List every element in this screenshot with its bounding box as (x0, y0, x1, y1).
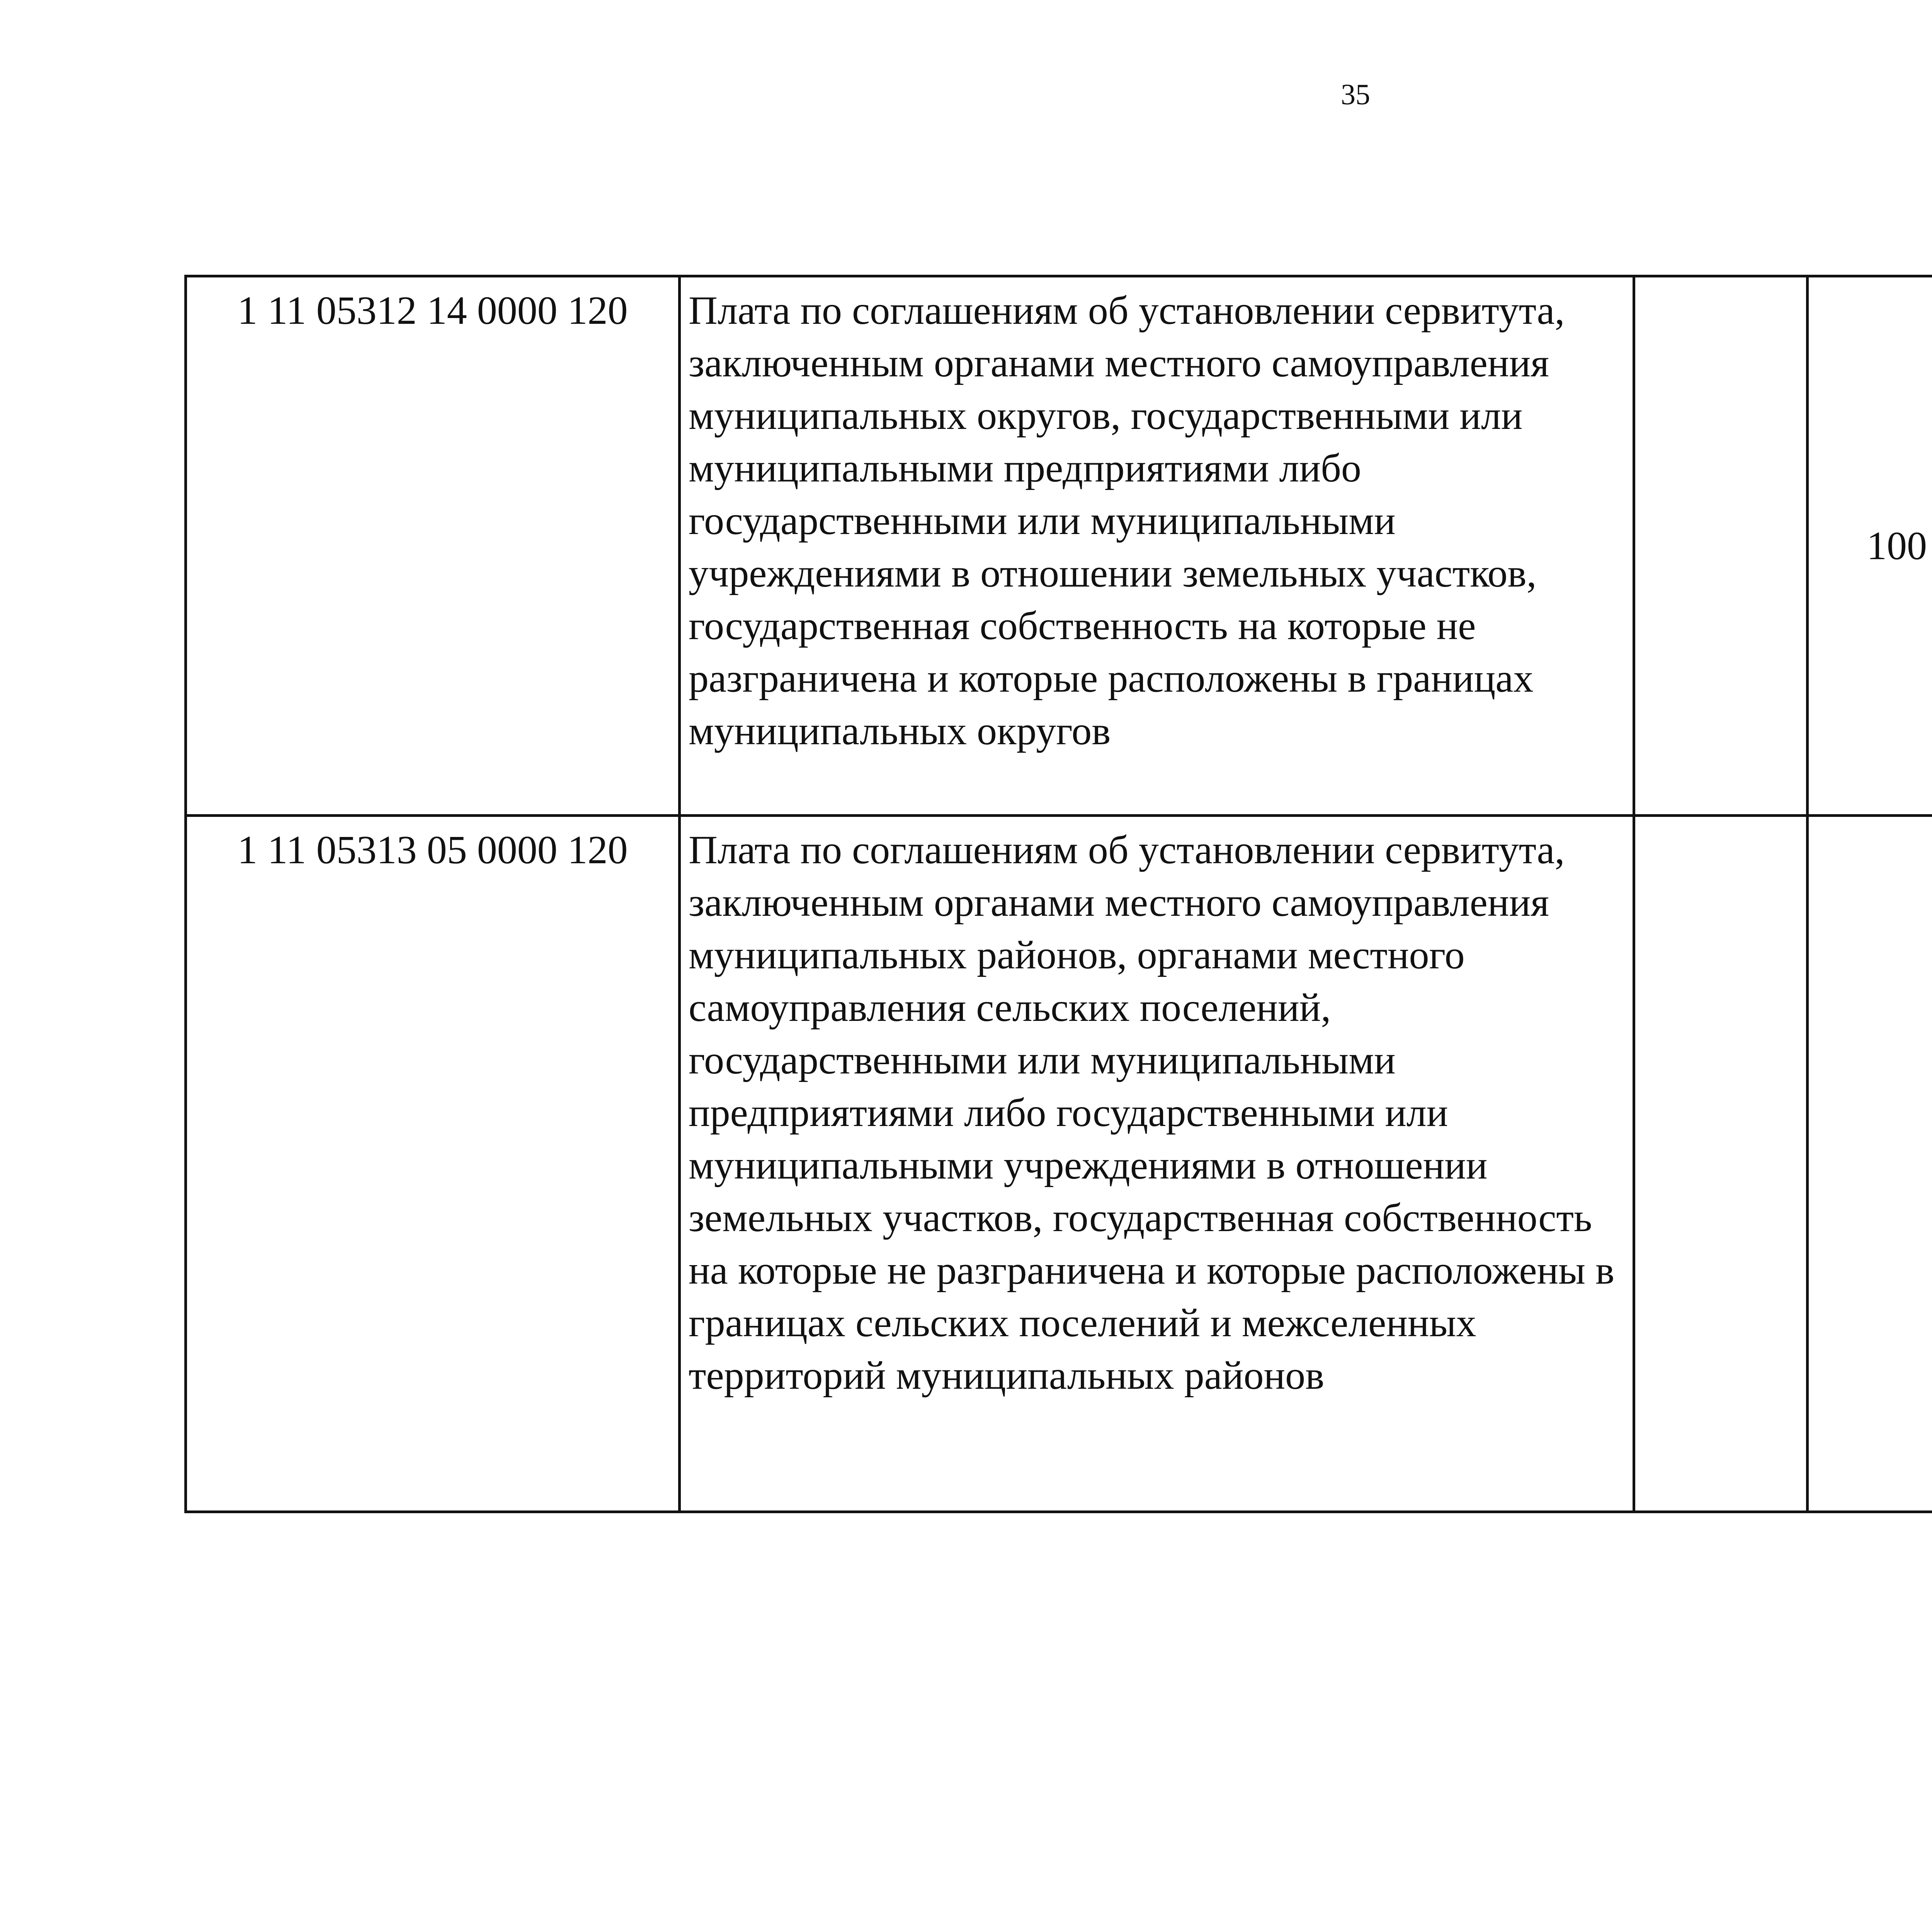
income-description-cell: Плата по соглашениям об установлении сервитута, заключенным органами местного самоуправления муниципальных районов, органами местного самоуправления сельских поселений, государственными или муниципальными предприятиями либо государственными или муниципальными учреждениями в отношении земельных участков, государственная собственность на которые не разграничена и которые расположены в границах сельских поселений и межселенных территорий муниципальных районов (680, 816, 1634, 1512)
table-row (186, 816, 1932, 1512)
page-number: 35 (1341, 78, 1370, 111)
budget-code-cell: 1 11 05313 05 0000 120 (186, 816, 680, 1512)
budget-code-cell: 1 11 05312 14 0000 120 (186, 276, 680, 816)
value-cell-2: 100 (1808, 276, 1932, 816)
table-row (186, 276, 1932, 816)
revenue-table (184, 275, 1932, 1513)
value-cell-2 (1808, 816, 1932, 1512)
value-cell-1 (1634, 276, 1808, 816)
income-description-cell: Плата по соглашениям об установлении сервитута, заключенным органами местного самоуправления муниципальных округов, государственными или муниципальными предприятиями либо государственными или муниципальными учреждениями в отношении земельных участков, государственная собственность на которые не разграничена и которые расположены в границах муниципальных округов (680, 276, 1634, 816)
value-cell-1 (1634, 816, 1808, 1512)
